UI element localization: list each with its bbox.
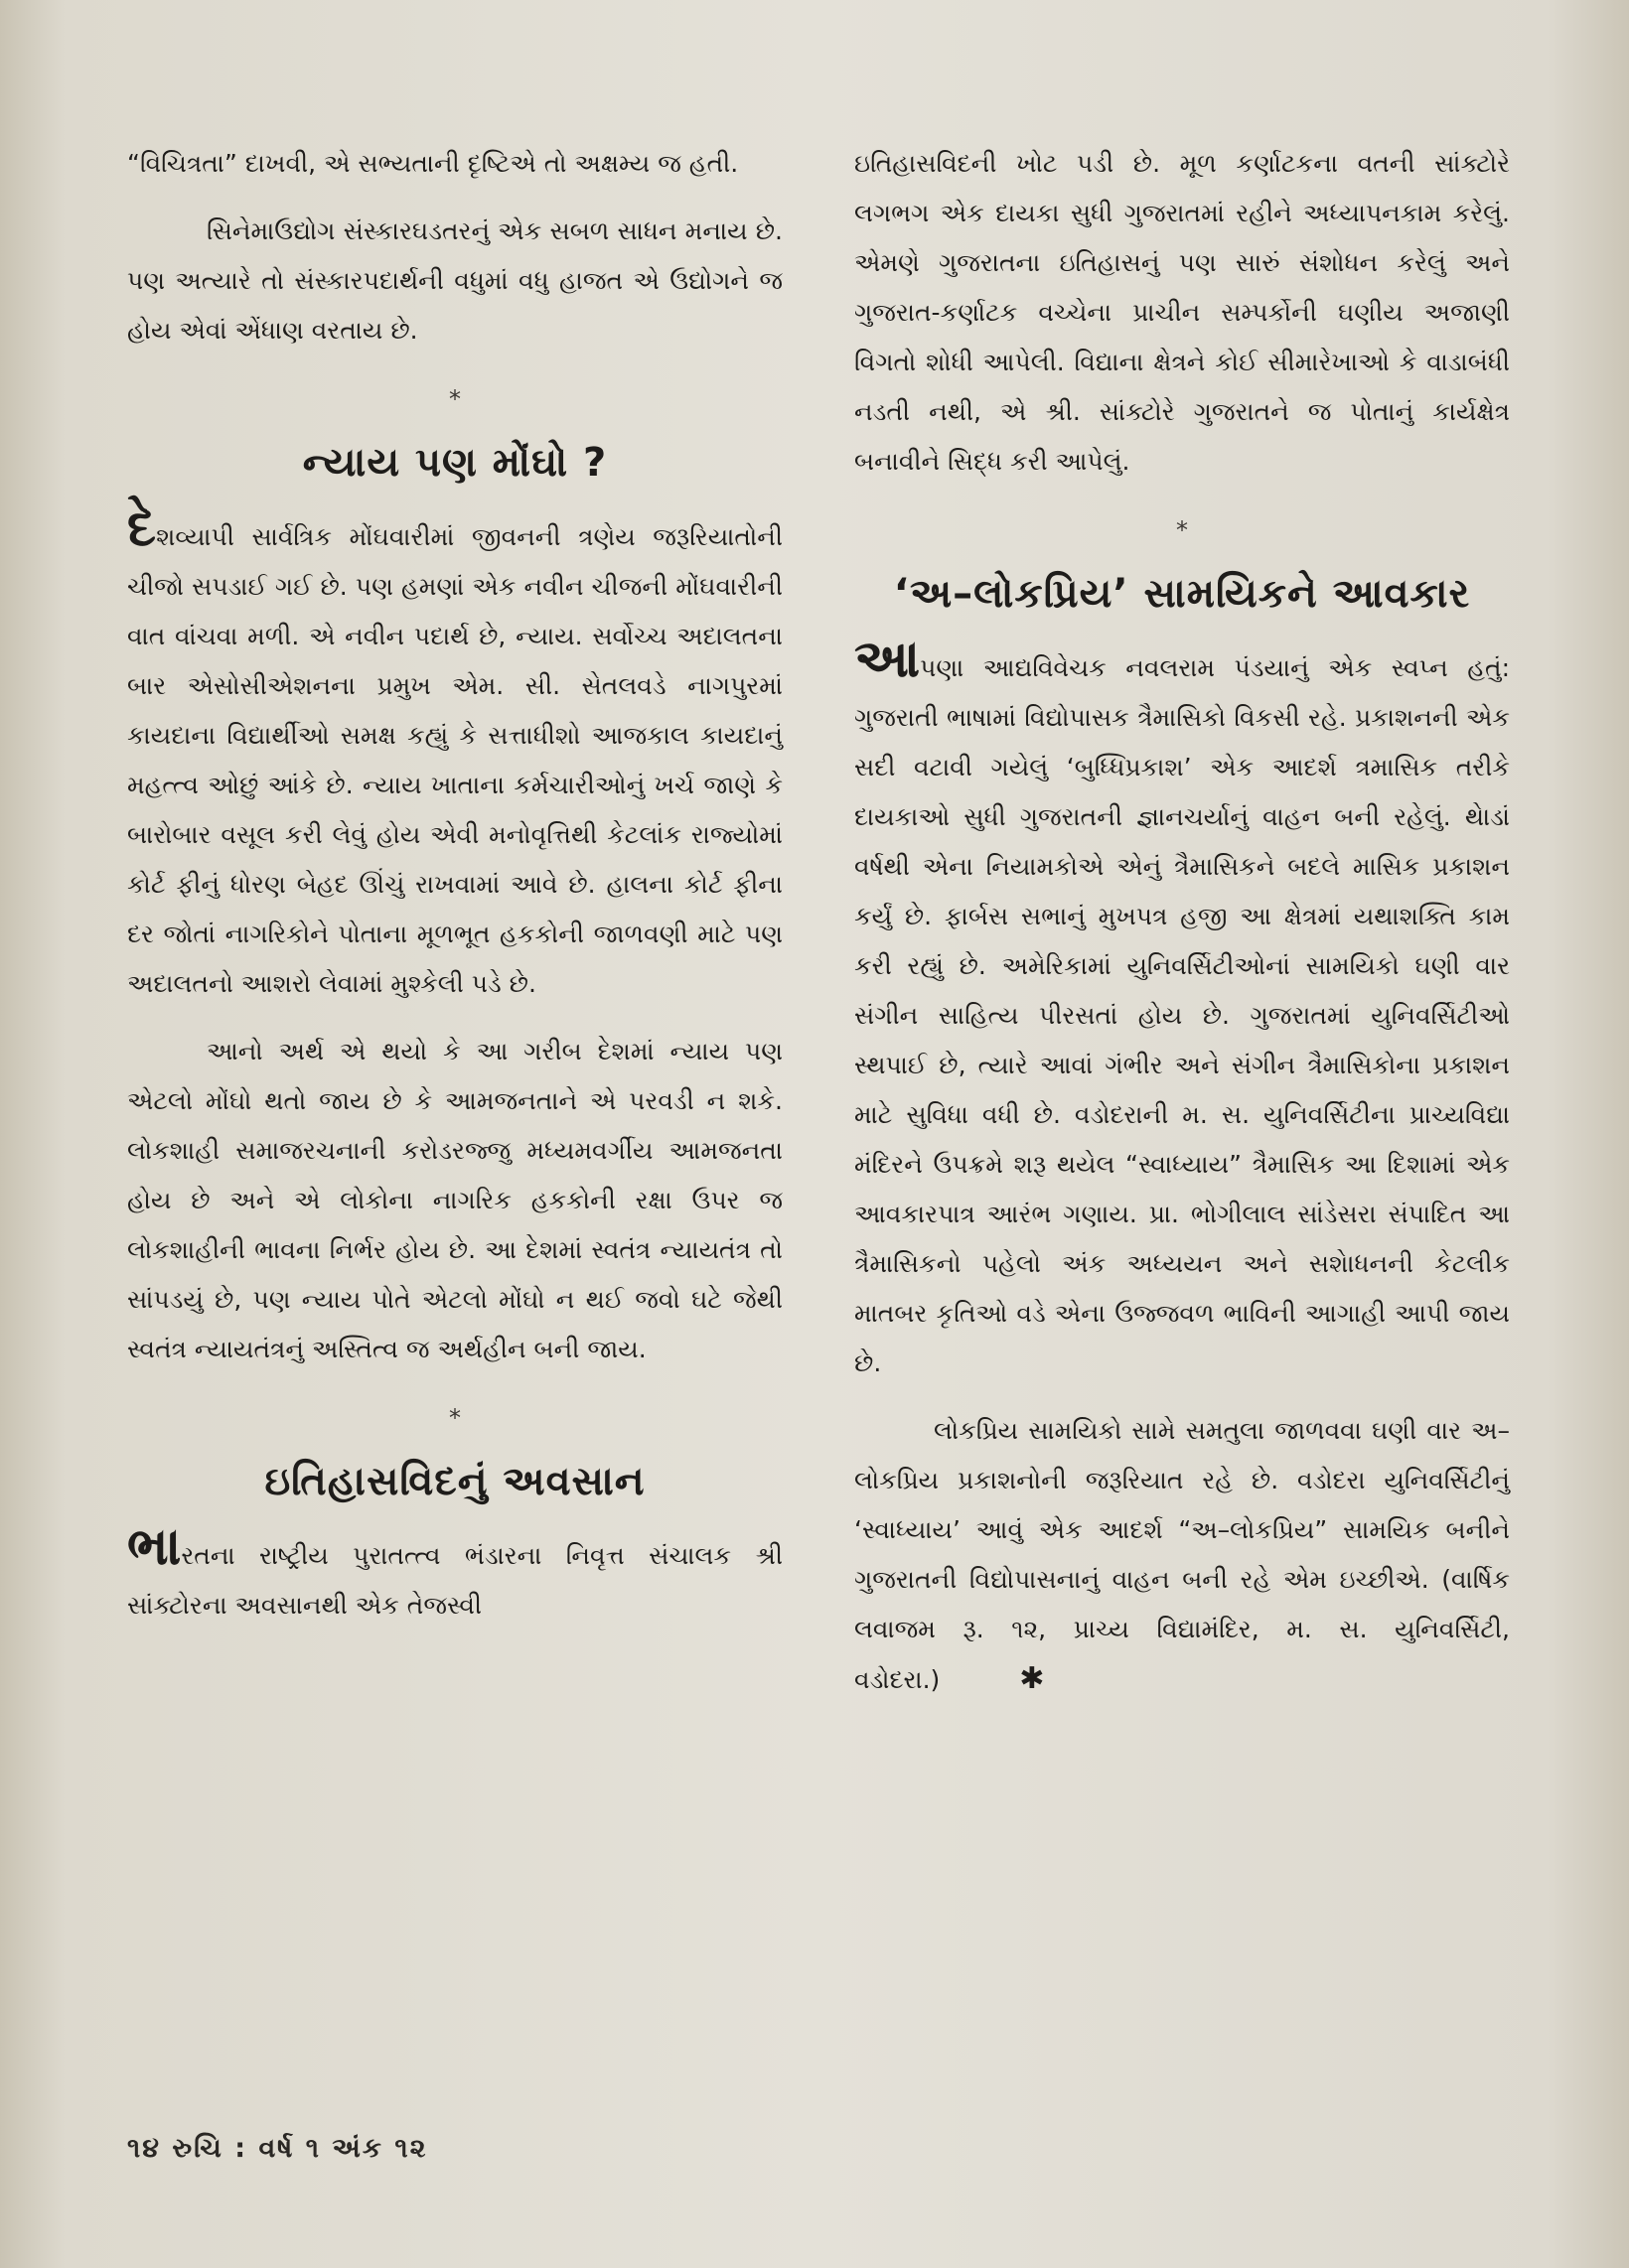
section-separator: * [449, 1404, 461, 1432]
left-column [127, 139, 783, 1630]
drop-cap: આ [854, 630, 921, 689]
intro-paragraph-1: “વિચિત્રતા” દાખવી, એ સભ્યતાની દૃષ્ટિએ તો અક્ષમ્ય જ હતી. [127, 149, 739, 178]
right-column [854, 139, 1510, 1705]
intro-paragraph-2: સિનેમાઉદ્યોગ સંસ્કારઘડતરનું એક સબળ સાધન મનાય છે. પણ અત્યારે તો સંસ્કારપદાર્થની વધુમાં વધુ હાજત એ ઉદ્યોગને જ હોય એવાં એંધાણ વરતાય છે. [127, 216, 783, 345]
section-separator: * [449, 385, 461, 413]
journal-paragraph-2 [854, 1406, 1510, 1705]
journal-paragraph-2-text: લોકપ્રિય સામયિકો સામે સમતુલા જાળવવા ઘણી વાર અ–લોકપ્રિય પ્રકાશનોની જરૂરિયાત રહે છે. વડોદરા યુનિવર્સિટીનું ‘સ્વાધ્યાય’ આવું એક આદર્શ “અ–લોકપ્રિય” સામયિક બનીને ગુજરાતની વિદ્યોપાસનાનું વાહન બની રહે એમ ઇચ્છીએ. (વાર્ષિક લવાજમ રૂ. ૧૨, પ્રાચ્ય વિદ્યામંદિર, મ. સ. યુનિવર્સિટી, વડોદરા.) [854, 1416, 1510, 1694]
justice-paragraph-2: આનો અર્થ એ થયો કે આ ગરીબ દેશમાં ન્યાય પણ એટલો મોંઘો થતો જાય છે કે આમજનતાને એ પરવડી ન શકે. લોકશાહી સમાજરચનાની કરોડરજ્જુ મધ્યમવર્ગીય આમજનતા હોય છે અને એ લોકોના નાગરિક હકકોની રક્ષા ઉપર જ લોકશાહીની ભાવના નિર્ભર હોય છે. આ દેશમાં સ્વતંત્ર ન્યાયતંત્ર તો સાંપડયું છે, પણ ન્યાય પોતે એટલો મોંઘો ન થઈ જવો ઘટે જેથી સ્વતંત્ર ન્યાયતંત્રનું અસ્તિત્વ જ અર્થહીન બની જાય. [127, 1037, 783, 1363]
drop-cap: દે [127, 498, 157, 558]
section-heading-justice: ન્યાય પણ મોંઘો ? [302, 440, 608, 486]
historian-paragraph-continued: ઇતિહાસવિદની ખોટ પડી છે. મૂળ કર્ણાટકના વતની સાંક્ટોરે લગભગ એક દાયકા સુધી ગુજરાતમાં રહીને અધ્યાપનકામ કરેલું. એમણે ગુજરાતના ઇતિહાસનું પણ સારું સંશોધન કરેલું અને ગુજરાત-કર્ણાટક વચ્ચેના પ્રાચીન સમ્પર્કોની ઘણીય અજાણી વિગતો શોધી આપેલી. વિદ્યાના ક્ષેત્રને કોઈ સીમારેખાઓ કે વાડાબંધી નડતી નથી, એ શ્રી. સાંક્ટોરે ગુજરાતને જ પોતાનું કાર્યક્ષેત્ર બનાવીને સિદ્ધ કરી આપેલું. [854, 149, 1510, 476]
justice-paragraph-1 [127, 498, 783, 1009]
journal-paragraph-1-text: પણા આદ્યવિવેચક નવલરામ પંડયાનું એક સ્વપ્ન હતું: ગુજરાતી ભાષામાં વિદ્યોપાસક ત્રૈમાસિકો વિકસી રહે. પ્રકાશનની એક સદી વટાવી ગયેલું ‘બુધ્ધિપ્રકાશ’ એક આદર્શ ત્રમાસિક તરીકે દાયકાઓ સુધી ગુજરાતની જ્ઞાનચર્યાનું વાહન બની રહેલું. થેાડાં વર્ષથી એના નિયામકોએ એનું ત્રૈમાસિકને બદલે માસિક પ્રકાશન કર્યું છે. ફાર્બસ સભાનું મુખપત્ર હજી આ ક્ષેત્રમાં યથાશક્તિ કામ કરી રહ્યું છે. અમેરિકામાં યુનિવર્સિટીઓનાં સામયિકો ઘણી વાર સંગીન સાહિત્ય પીરસતાં હોય છે. ગુજરાતમાં યુનિવર્સિટીઓ સ્થપાઈ છે, ત્યારે આવાં ગંભીર અને સંગીન ત્રૈમાસિકોના પ્રકાશન માટે સુવિધા વધી છે. વડોદરાની મ. સ. યુનિવર્સિટીના પ્રાચ્યવિદ્યા મંદિરને ઉપક્રમે શરૂ થયેલ “સ્વાધ્યાય” ત્રૈમાસિક આ દિશામાં એક આવકારપાત્ર આરંભ ગણાય. પ્રા. ભોગીલાલ સાંડેસરા સંપાદિત આ ત્રૈમાસિકનો પહેલો અંક અધ્યયન અને સશેાધનની કેટલીક માતબર કૃતિઓ વડે એના ઉજ્જવળ ભાવિની આગાહી આપી જાય છે. [854, 653, 1510, 1377]
historian-paragraph-1-text: રતના રાષ્ટ્રીય પુરાતત્ત્વ ભંડારના નિવૃત્ત સંચાલક શ્રી સાંક્ટોરના અવસાનથી એક તેજસ્વી [127, 1541, 783, 1620]
page-footer: ૧૪ રુચિ : વર્ષ ૧ અંક ૧૨ [127, 2133, 428, 2164]
end-mark-icon: ✱ [1019, 1661, 1045, 1696]
journal-paragraph-1 [854, 630, 1510, 1388]
historian-paragraph-1 [127, 1517, 783, 1630]
section-heading-journal: ‘અ–લોકપ્રિય’ સામયિકને આવકાર [893, 571, 1471, 617]
section-separator: * [1176, 516, 1188, 544]
section-heading-historian: ઇતિહાસવિદનું અવસાન [264, 1459, 646, 1504]
drop-cap: ભા [127, 1517, 182, 1577]
justice-paragraph-1-text: શવ્યાપી સાર્વત્રિક મોંઘવારીમાં જીવનની ત્રણેય જરૂરિયાતોની ચીજો સપડાઈ ગઈ છે. પણ હમણાં એક નવીન ચીજની મોંઘવારીની વાત વાંચવા મળી. એ નવીન પદાર્થ છે, ન્યાય. સર્વોચ્ચ અદાલતના બાર એસોસીએશનના પ્રમુખ એમ. સી. સેતલવડે નાગપુરમાં કાયદાના વિદ્યાર્થીઓ સમક્ષ કહ્યું કે સત્તાધીશો આજકાલ કાયદાનું મહત્ત્વ ઓછું આંકે છે. ન્યાય ખાતાના કર્મચારીઓનું ખર્ચ જાણે કે બારોબાર વસૂલ કરી લેવું હોય એવી મનોવૃત્તિથી કેટલાંક રાજ્યોમાં કોર્ટ ફીનું ધોરણ બેહદ ઊંચું રાખવામાં આવે છે. હાલના કોર્ટ ફીના દર જોતાં નાગરિકોને પોતાના મૂળભૂત હકકોની જાળવણી માટે પણ અદાલતનો આશરો લેવામાં મુશ્કેલી પડે છે. [127, 522, 783, 998]
